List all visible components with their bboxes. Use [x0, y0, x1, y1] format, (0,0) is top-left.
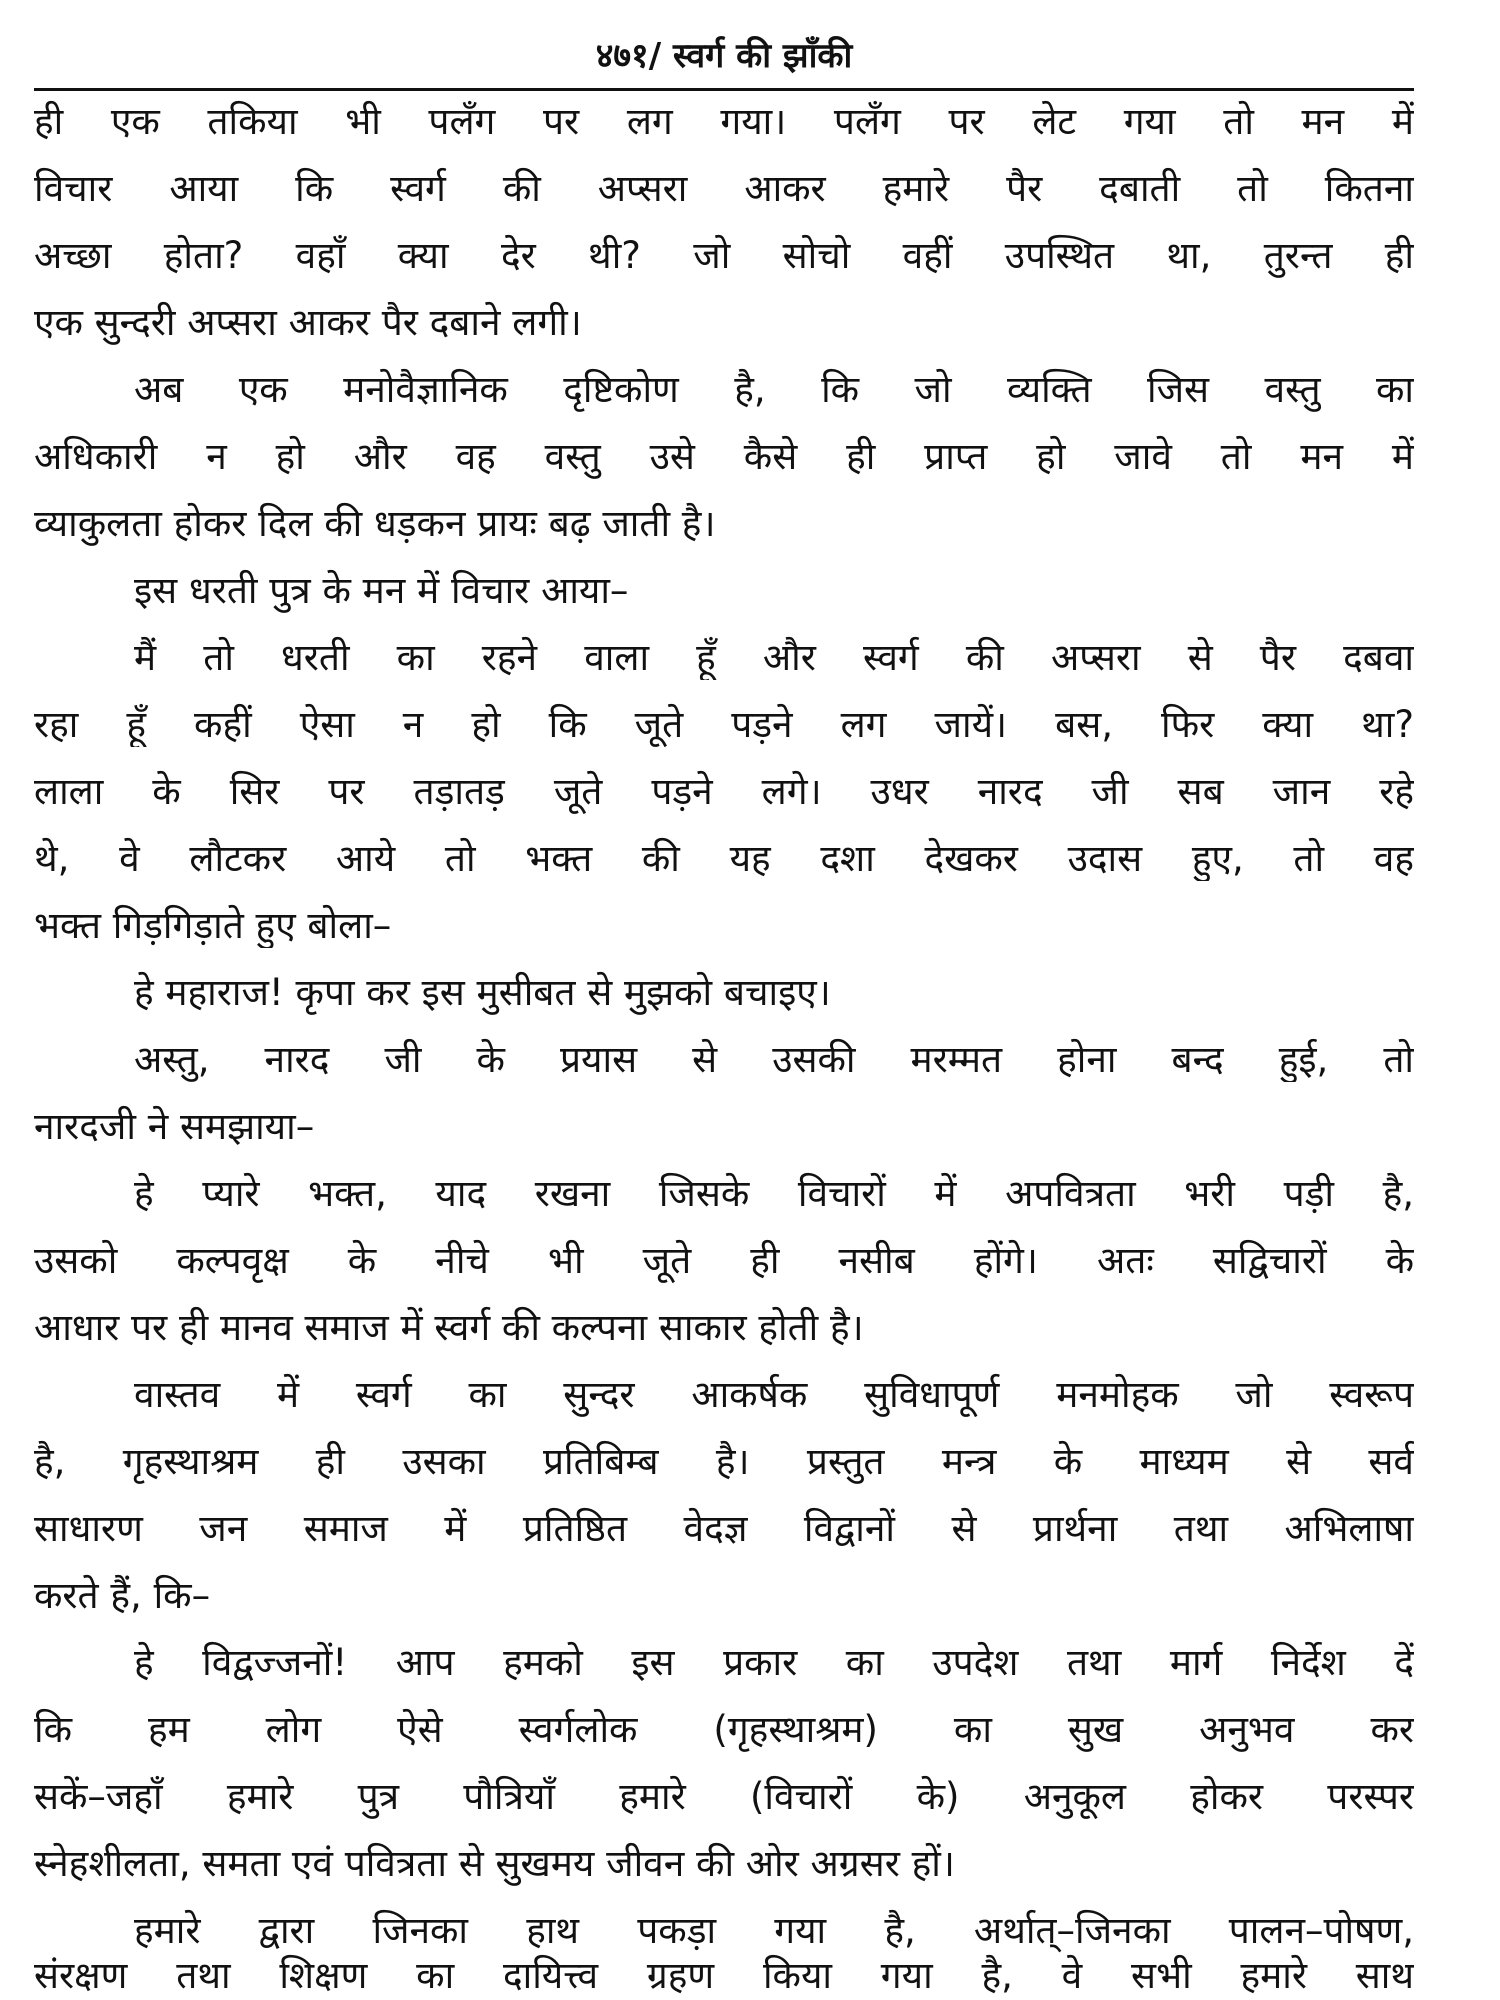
- text-line: अब एक मनोवैज्ञानिक दृष्टिकोण है, कि जो व्यक्ति जिस वस्तु का: [134, 368, 1414, 411]
- text-line: ही एक तकिया भी पलँग पर लग गया। पलँग पर लेट गया तो मन में: [34, 100, 1414, 143]
- text-line: सकें–जहाँ हमारे पुत्र पौत्रियाँ हमारे (विचारों के) अनुकूल होकर परस्पर: [34, 1775, 1414, 1818]
- text-line: हे प्यारे भक्त, याद रखना जिसके विचारों में अपवित्रता भरी पड़ी है,: [134, 1172, 1414, 1215]
- text-line: एक सुन्दरी अप्सरा आकर पैर दबाने लगी।: [34, 301, 582, 344]
- text-line: विचार आया कि स्वर्ग की अप्सरा आकर हमारे पैर दबाती तो कितना: [34, 167, 1414, 210]
- page-number: ४७१: [595, 36, 649, 76]
- book-page: [34, 0, 1414, 2000]
- text-line: भक्त गिड़गिड़ाते हुए बोला–: [34, 904, 392, 947]
- text-line: लाला के सिर पर तड़ातड़ जूते पड़ने लगे। उधर नारद जी सब जान रहे: [34, 770, 1414, 813]
- text-line: मैं तो धरती का रहने वाला हूँ और स्वर्ग की अप्सरा से पैर दबवा: [134, 636, 1414, 679]
- header-separator: /: [648, 36, 673, 76]
- running-header: [34, 34, 1414, 78]
- text-line: रहा हूँ कहीं ऐसा न हो कि जूते पड़ने लग जायें। बस, फिर क्या था?: [34, 703, 1414, 746]
- text-line: उसको कल्पवृक्ष के नीचे भी जूते ही नसीब होंगे। अतः सद्विचारों के: [34, 1239, 1414, 1282]
- text-line: थे, वे लौटकर आये तो भक्त की यह दशा देखकर उदास हुए, तो वह: [34, 837, 1414, 880]
- text-line: स्नेहशीलता, समता एवं पवित्रता से सुखमय जीवन की ओर अग्रसर हों।: [34, 1842, 955, 1885]
- text-line: संरक्षण तथा शिक्षण का दायित्त्व ग्रहण किया गया है, वे सभी हमारे साथ: [34, 1954, 1414, 1997]
- text-line: कि हम लोग ऐसे स्वर्गलोक (गृहस्थाश्रम) का सुख अनुभव कर: [34, 1708, 1414, 1751]
- text-line: करते हैं, कि–: [34, 1574, 211, 1617]
- text-line: हे विद्वज्जनों! आप हमको इस प्रकार का उपदेश तथा मार्ग निर्देश दें: [134, 1641, 1414, 1684]
- text-line: वास्तव में स्वर्ग का सुन्दर आकर्षक सुविधापूर्ण मनमोहक जो स्वरूप: [134, 1373, 1414, 1416]
- text-line: हे महाराज! कृपा कर इस मुसीबत से मुझको बचाइए।: [134, 971, 831, 1014]
- text-line: इस धरती पुत्र के मन में विचार आया–: [134, 569, 629, 612]
- text-line: आधार पर ही मानव समाज में स्वर्ग की कल्पना साकार होती है।: [34, 1306, 864, 1349]
- header-rule: [34, 88, 1414, 91]
- text-line: व्याकुलता होकर दिल की धड़कन प्रायः बढ़ जाती है।: [34, 502, 716, 545]
- text-line: है, गृहस्थाश्रम ही उसका प्रतिबिम्ब है। प्रस्तुत मन्त्र के माध्यम से सर्व: [34, 1440, 1414, 1483]
- text-line: नारदजी ने समझाया–: [34, 1105, 315, 1148]
- text-line: साधारण जन समाज में प्रतिष्ठित वेदज्ञ विद्वानों से प्रार्थना तथा अभिलाषा: [34, 1507, 1414, 1550]
- chapter-title: स्वर्ग की झाँकी: [673, 36, 853, 76]
- text-line: अच्छा होता? वहाँ क्या देर थी? जो सोचो वहीं उपस्थित था, तुरन्त ही: [34, 234, 1414, 277]
- text-line: अधिकारी न हो और वह वस्तु उसे कैसे ही प्राप्त हो जावे तो मन में: [34, 435, 1414, 478]
- text-line: अस्तु, नारद जी के प्रयास से उसकी मरम्मत होना बन्द हुई, तो: [134, 1038, 1414, 1081]
- text-line: हमारे द्वारा जिनका हाथ पकड़ा गया है, अर्थात्–जिनका पालन–पोषण,: [134, 1909, 1414, 1952]
